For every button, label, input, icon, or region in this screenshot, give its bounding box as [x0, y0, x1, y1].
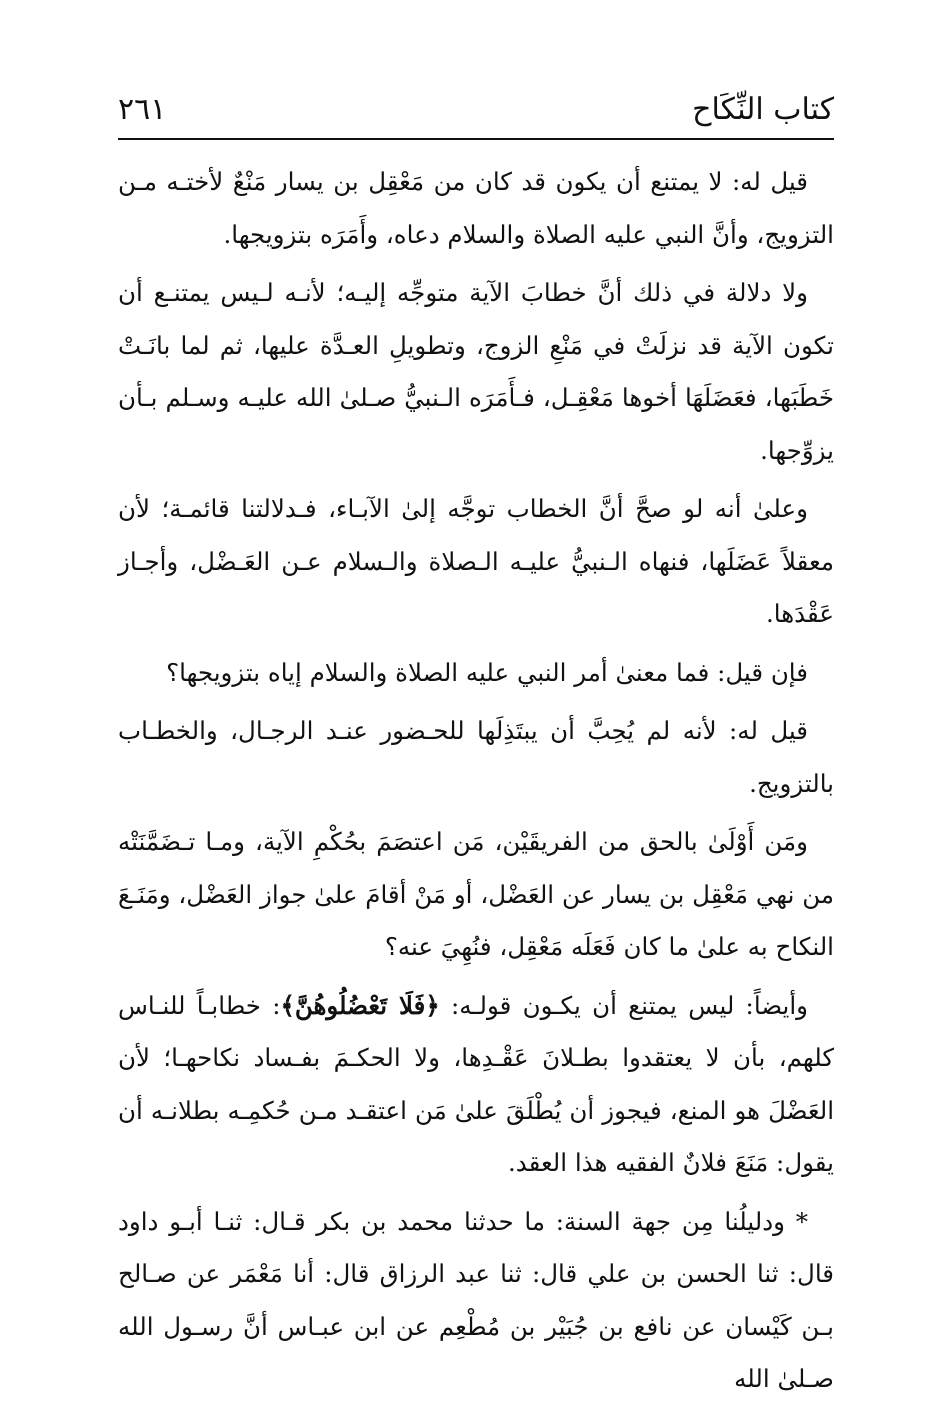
paragraph-2: ولا دلالة في ذلك أنَّ خطابَ الآية متوجِّه إليـه؛ لأنـه لـيس يمتنـع أن تكون الآية قد نزلَتْ في مَنْعِ الزوج، وتطويلِ العـدَّة عليها، ثم لما بانَـتْ خَطَبَها، فعَضَلَهَا أخوها مَعْقِـل، فـأَمَرَه الـنبيُّ صـلىٰ الله عليـه وسـلم بـأن يزوِّجها. [118, 278, 834, 465]
paragraph-5: قيل له: لأنه لم يُحِبَّ أن يبتَذِلَها للحـضور عنـد الرجـال، والخطـاب بالتزويج. [118, 716, 834, 798]
paragraph-6: ومَن أَوْلَىٰ بالحق من الفريقَيْن، مَن اعتصَمَ بحُكْمِ الآية، ومـا تـضَمَّنَتْه من نهي مَعْقِل بن يسار عن العَضْل، أو مَنْ أقامَ علىٰ جواز العَضْل، ومَنَـعَ النكاح به علىٰ ما كان فَعَلَه مَعْقِل، فنُهِيَ عنه؟ [118, 827, 834, 961]
paragraph-1: قيل له: لا يمتنع أن يكون قد كان من مَعْقِل بن يسار مَنْعٌ لأختـه مـن التزويج، وأنَّ النبي عليه الصلاة والسلام دعاه، وأَمَرَه بتزويجها. [118, 167, 834, 249]
paragraph-7 [118, 980, 834, 1190]
paragraph-3: وعلىٰ أنه لو صحَّ أنَّ الخطاب توجَّه إلىٰ الآبـاء، فـدلالتنا قائمـة؛ لأن معقلاً عَضَلَها، فنهاه الـنبيُّ عليـه الـصلاة والـسلام عـن العَـضْل، وأجـاز عَقْدَها. [118, 494, 834, 628]
page-header [118, 88, 834, 136]
header-divider [118, 138, 834, 140]
paragraph-7-lead: وأيضاً: ليس يمتنع أن يكـون قولـه: [439, 990, 808, 1020]
paragraph-8: * ودليلُنا مِن جهة السنة: ما حدثنا محمد بن بكر قـال: ثنـا أبـو داود قال: ثنا الحسن بن علي قال: ثنا عبد الرزاق قال: أنا مَعْمَر عن صـالح بـن كَيْسان عن نافع بن جُبَيْر بن مُطْعِم عن ابن عبـاس أنَّ رسـول الله صـلىٰ الله [118, 1206, 834, 1393]
paragraph-4: فإن قيل: فما معنىٰ أمر النبي عليه الصلاة والسلام إياه بتزويجها؟ [166, 657, 808, 687]
running-title: كتاب النِّكَاح [692, 92, 834, 127]
paragraph-7-rest: : خطابـاً للنـاس كلهم، بأن لا يعتقدوا بطـلانَ عَقْـدِها، ولا الحكـمَ بفـساد نكاحهـا؛ لأن العَضْلَ هو المنع، فيجوز أن يُطْلَقَ علىٰ مَن اعتقـد مـن حُكمِـه بطلانـه أن يقول: مَنَعَ فلانٌ الفقيه هذا العقد. [118, 990, 834, 1177]
main-text [118, 156, 834, 1412]
quran-quote: ﴿فَلَا تَعْضُلُوهُنَّ﴾ [280, 990, 440, 1020]
page-number: ٢٦١ [118, 92, 167, 127]
